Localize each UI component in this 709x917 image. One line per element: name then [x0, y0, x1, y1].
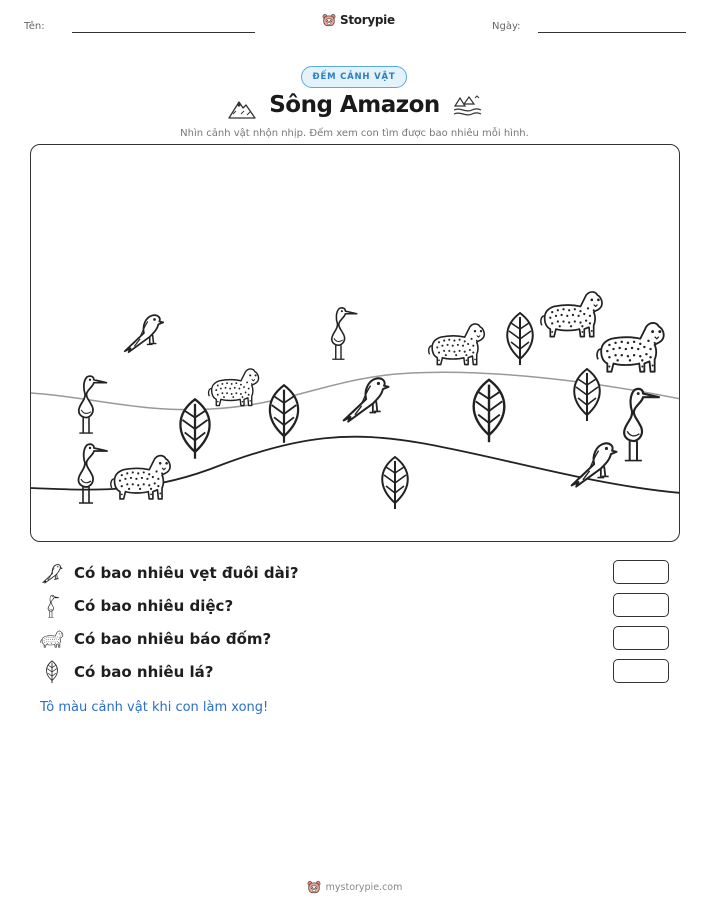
jaguar-icon: [40, 627, 64, 651]
question-row: [40, 561, 299, 585]
leaf-icon: [40, 660, 64, 684]
brand-name: Storypie: [340, 13, 395, 27]
heron-icon: [78, 444, 107, 503]
footer-url[interactable]: mystorypie.com: [325, 881, 403, 893]
heron-icon: [332, 308, 357, 359]
scene-frame: [30, 144, 680, 542]
jaguar-icon: [111, 456, 170, 499]
heron-icon: [79, 376, 107, 433]
instructions: Nhìn cảnh vật nhộn nhịp. Đếm xem con tìm được bao nhiêu mỗi hình.: [180, 128, 529, 139]
bear-logo-icon: [307, 880, 321, 894]
page-title: Sông Amazon: [269, 92, 440, 118]
question-text: Có bao nhiêu vẹt đuôi dài?: [74, 564, 299, 582]
heron-icon: [624, 389, 659, 461]
bird-icon: [125, 315, 163, 352]
leaf-icon: [507, 313, 533, 365]
question-row: [40, 627, 271, 651]
leaf-icon: [382, 457, 408, 509]
amazon-scene: [31, 145, 680, 542]
leaf-icon: [574, 369, 600, 421]
jaguar-icon: [429, 324, 485, 365]
name-field[interactable]: [72, 32, 255, 33]
site-footer: [0, 880, 709, 894]
heron-icon: [40, 594, 64, 618]
answer-box[interactable]: [613, 626, 669, 650]
jaguar-icon: [541, 292, 602, 337]
river-icon: [452, 94, 482, 118]
date-label: Ngày:: [492, 21, 521, 32]
answer-box[interactable]: [613, 659, 669, 683]
answer-box[interactable]: [613, 593, 669, 617]
leaf-icon: [474, 380, 505, 442]
jaguar-icon: [597, 323, 664, 372]
leaf-icon: [270, 385, 298, 443]
answer-box[interactable]: [613, 560, 669, 584]
question-text: Có bao nhiêu diệc?: [74, 597, 234, 615]
bird-icon: [40, 561, 64, 585]
question-row: [40, 594, 233, 618]
coloring-note: Tô màu cảnh vật khi con làm xong!: [40, 700, 269, 715]
question-row: [40, 660, 213, 684]
name-label: Tên:: [24, 21, 45, 32]
activity-badge: ĐẾM CẢNH VẬT: [301, 66, 407, 88]
bird-icon: [344, 378, 389, 421]
jaguar-icon: [209, 369, 259, 406]
date-field[interactable]: [538, 32, 686, 33]
leaf-icon: [180, 399, 209, 458]
bear-logo-icon: [322, 13, 336, 27]
brand-logo: [322, 13, 395, 27]
question-text: Có bao nhiêu báo đốm?: [74, 630, 272, 648]
question-text: Có bao nhiêu lá?: [74, 663, 214, 681]
